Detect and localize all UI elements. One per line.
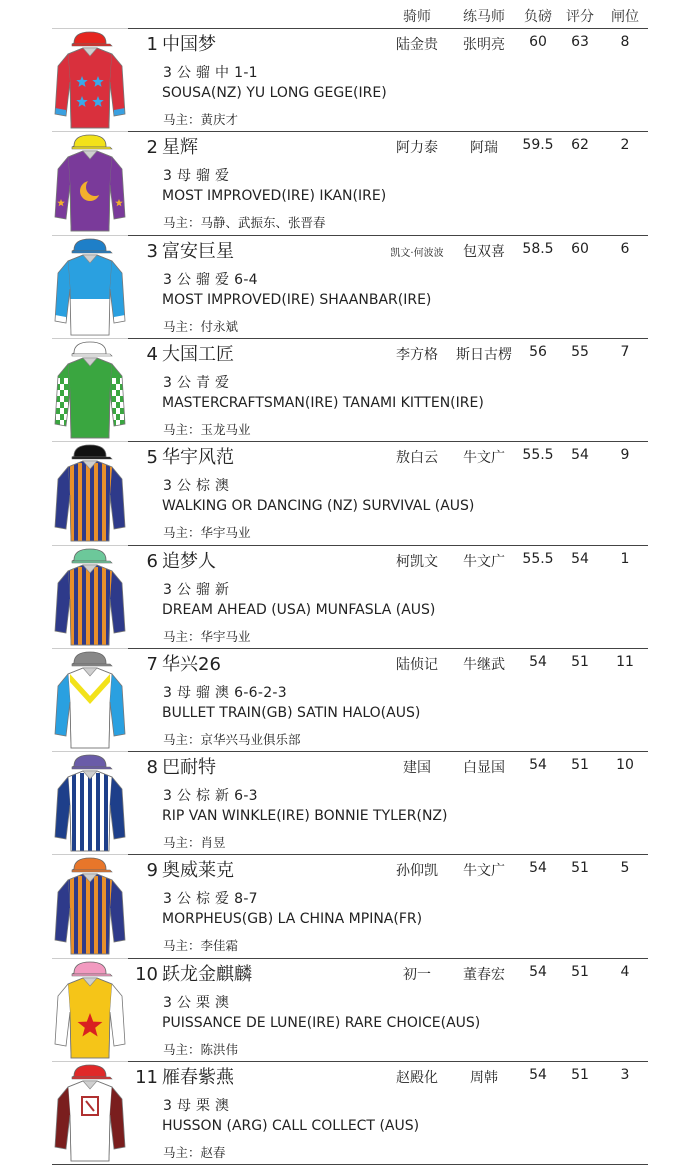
runner-row: [0, 854, 700, 957]
horse-number: 2: [146, 137, 158, 159]
row-divider-left: [52, 854, 128, 855]
rating-cell: 63: [571, 34, 589, 50]
horse-pedigree: MOST IMPROVED(IRE) SHAANBAR(IRE): [162, 291, 432, 308]
horse-pedigree: RIP VAN WINKLE(IRE) BONNIE TYLER(NZ): [162, 808, 448, 825]
horse-pedigree: MORPHEUS(GB) LA CHINA MPINA(FR): [162, 911, 423, 928]
jockey-cell: 建国: [403, 760, 431, 777]
draw-cell: 9: [620, 447, 630, 464]
horse-pedigree: BULLET TRAIN(GB) SATIN HALO(AUS): [162, 704, 421, 721]
row-divider-left: [52, 131, 128, 132]
header-trainer: 练马师: [463, 9, 505, 25]
horse-pedigree: PUISSANCE DE LUNE(IRE) RARE CHOICE(AUS): [162, 1014, 481, 1031]
row-divider: [128, 958, 648, 959]
horse-number: 7: [146, 653, 158, 675]
weight-cell: 55.5: [522, 447, 554, 464]
horse-info: 3 公 棕 澳: [163, 478, 230, 495]
draw-cell: 8: [620, 34, 630, 50]
row-divider: [128, 441, 648, 442]
horse-owner: 马主：马静、武振东、张晋春: [163, 215, 326, 231]
rating-cell: 51: [571, 653, 589, 670]
trainer-cell: 董春宏: [463, 966, 505, 983]
horse-name-text: 奥威莱克: [162, 860, 234, 882]
header-jockey: 骑师: [403, 9, 431, 25]
jockey-cell: 凯文·何波波: [390, 247, 444, 259]
table-bottom-rule: [52, 1164, 648, 1165]
row-divider: [128, 131, 648, 132]
jockey-silks-icon: [50, 237, 130, 337]
horse-owner: 马主：陈洪伟: [163, 1041, 239, 1057]
draw-cell: 7: [620, 343, 630, 360]
weight-cell: 54: [529, 860, 547, 877]
horse-pedigree: SOUSA(NZ) YU LONG GEGE(IRE): [162, 85, 387, 101]
horse-info: 3 公 骝 中 1-1: [163, 65, 258, 81]
horse-info: 3 母 骝 爱: [163, 168, 230, 185]
jockey-cell: 孙仰凯: [396, 863, 438, 880]
jockey-cell: 柯凯文: [396, 553, 438, 570]
horse-name-text: 跃龙金麒麟: [162, 963, 252, 985]
jockey-silks-icon: [50, 340, 130, 440]
horse-info: 3 公 棕 爱 8-7: [163, 891, 258, 908]
jockey-silks-icon: [50, 960, 130, 1060]
horse-info: 3 公 骝 爱 6-4: [163, 271, 258, 288]
draw-cell: 10: [616, 757, 634, 774]
rating-cell: 51: [571, 1067, 589, 1083]
horse-name-text: 巴耐特: [162, 757, 216, 779]
trainer-cell: 斯日古楞: [456, 346, 512, 363]
horse-owner: 马主：李佳霜: [163, 938, 239, 954]
horse-name-text: 大国工匠: [162, 343, 234, 365]
trainer-cell: 牛文广: [463, 863, 505, 880]
table-header: [0, 0, 700, 28]
runner-row: [0, 1061, 700, 1164]
draw-cell: 3: [620, 1067, 630, 1083]
horse-owner: 马主：付永斌: [163, 318, 239, 334]
runner-row: [0, 28, 700, 131]
horse-pedigree: DREAM AHEAD (USA) MUNFASLA (AUS): [162, 601, 436, 618]
jockey-silks-icon: [50, 133, 130, 233]
row-divider-left: [52, 28, 128, 29]
trainer-cell: 阿瑞: [470, 140, 498, 157]
row-divider: [128, 648, 648, 649]
horse-name: [128, 753, 216, 779]
horse-number: 11: [135, 1067, 158, 1088]
jockey-cell: 陆金贵: [396, 37, 438, 53]
horse-name-text: 华兴26: [162, 653, 221, 675]
row-divider-left: [52, 751, 128, 752]
row-divider: [128, 751, 648, 752]
header-weight: 负磅: [524, 9, 552, 25]
row-divider-left: [52, 235, 128, 236]
jockey-cell: 陆侦记: [396, 656, 438, 673]
weight-cell: 55.5: [522, 550, 554, 567]
weight-cell: 59.5: [522, 137, 554, 154]
horse-name: [128, 237, 234, 263]
rating-cell: 55: [571, 343, 589, 360]
row-divider: [128, 1061, 648, 1062]
horse-info: 3 公 栗 澳: [163, 994, 230, 1011]
draw-cell: 11: [616, 653, 634, 670]
horse-name: [128, 650, 221, 676]
horse-number: 8: [146, 757, 158, 779]
row-divider: [128, 235, 648, 236]
horse-info: 3 母 骝 澳 6-6-2-3: [163, 684, 287, 701]
horse-name-text: 中国梦: [162, 34, 216, 55]
horse-owner: 马主：华宇马业: [163, 525, 251, 541]
header-rating: 评分: [566, 9, 594, 25]
runner-row: [0, 235, 700, 338]
horse-name-text: 富安巨星: [162, 240, 234, 262]
horse-name: [128, 856, 234, 882]
draw-cell: 5: [620, 860, 630, 877]
weight-cell: 56: [529, 343, 547, 360]
horse-name-text: 雁春紫燕: [162, 1067, 234, 1088]
header-draw: 闸位: [611, 9, 639, 25]
trainer-cell: 周韩: [470, 1070, 498, 1086]
draw-cell: 6: [620, 240, 630, 257]
horse-number: 5: [146, 447, 158, 469]
horse-name-text: 华宇风范: [162, 447, 234, 469]
weight-cell: 60: [529, 34, 547, 50]
horse-number: 4: [146, 343, 158, 365]
horse-owner: 马主：肖昱: [163, 835, 226, 851]
rating-cell: 51: [571, 757, 589, 774]
weight-cell: 54: [529, 757, 547, 774]
draw-cell: 1: [620, 550, 630, 567]
horse-name: [128, 133, 198, 159]
runner-row: [0, 338, 700, 441]
horse-name-text: 追梦人: [162, 550, 216, 572]
weight-cell: 54: [529, 963, 547, 980]
horse-name: [128, 30, 216, 56]
jockey-cell: 李方格: [396, 346, 438, 363]
horse-owner: 马主：华宇马业: [163, 628, 251, 644]
trainer-cell: 包双喜: [463, 243, 505, 260]
horse-pedigree: HUSSON (ARG) CALL COLLECT (AUS): [162, 1118, 420, 1134]
row-divider: [128, 338, 648, 339]
row-divider-left: [52, 441, 128, 442]
jockey-cell: 初一: [403, 966, 431, 983]
horse-number: 10: [135, 963, 158, 985]
horse-number: 3: [146, 240, 158, 262]
trainer-cell: 牛继武: [463, 656, 505, 673]
horse-owner: 马主：玉龙马业: [163, 421, 251, 437]
horse-owner: 马主：赵春: [163, 1145, 226, 1160]
rating-cell: 62: [571, 137, 589, 154]
runner-row: [0, 958, 700, 1061]
draw-cell: 4: [620, 963, 630, 980]
horse-info: 3 公 骝 新: [163, 581, 230, 598]
jockey-silks-icon: [50, 650, 130, 750]
jockey-silks-icon: [50, 443, 130, 543]
trainer-cell: 张明亮: [463, 37, 505, 53]
jockey-cell: 敖白云: [396, 450, 438, 467]
horse-name: [128, 340, 234, 366]
runner-row: [0, 131, 700, 234]
row-divider-left: [52, 648, 128, 649]
jockey-silks-icon: [50, 856, 130, 956]
horse-name: [128, 547, 216, 573]
row-divider-left: [52, 1061, 128, 1062]
runner-row: [0, 441, 700, 544]
jockey-silks-icon: [50, 30, 130, 130]
horse-number: 1: [146, 34, 158, 55]
weight-cell: 54: [529, 653, 547, 670]
row-divider: [128, 854, 648, 855]
jockey-silks-icon: [50, 1063, 130, 1163]
jockey-silks-icon: [50, 753, 130, 853]
horse-name: [128, 443, 234, 469]
rating-cell: 51: [571, 963, 589, 980]
horse-pedigree: WALKING OR DANCING (NZ) SURVIVAL (AUS): [162, 498, 475, 515]
horse-owner: 马主：黄庆才: [163, 112, 239, 127]
weight-cell: 54: [529, 1067, 547, 1083]
row-divider-left: [52, 545, 128, 546]
horse-pedigree: MOST IMPROVED(IRE) IKAN(IRE): [162, 188, 387, 205]
horse-info: 3 母 栗 澳: [163, 1098, 230, 1114]
horse-number: 9: [146, 860, 158, 882]
horse-name: [128, 960, 252, 986]
runner-row: [0, 648, 700, 751]
trainer-cell: 白显国: [463, 760, 505, 777]
trainer-cell: 牛文广: [463, 553, 505, 570]
horse-owner: 马主：京华兴马业俱乐部: [163, 731, 301, 747]
row-divider: [128, 28, 648, 29]
horse-name-text: 星辉: [162, 137, 198, 159]
horse-number: 6: [146, 550, 158, 572]
horse-name: [128, 1063, 234, 1089]
rating-cell: 54: [571, 447, 589, 464]
draw-cell: 2: [620, 137, 630, 154]
rating-cell: 51: [571, 860, 589, 877]
weight-cell: 58.5: [522, 240, 554, 257]
trainer-cell: 牛文广: [463, 450, 505, 467]
row-divider-left: [52, 338, 128, 339]
horse-info: 3 公 棕 新 6-3: [163, 788, 258, 805]
jockey-silks-icon: [50, 547, 130, 647]
horse-pedigree: MASTERCRAFTSMAN(IRE) TANAMI KITTEN(IRE): [162, 394, 484, 411]
runner-row: [0, 545, 700, 648]
rating-cell: 54: [571, 550, 589, 567]
horse-info: 3 公 青 爱: [163, 374, 230, 391]
rating-cell: 60: [571, 240, 589, 257]
row-divider: [128, 545, 648, 546]
jockey-cell: 赵殿化: [396, 1070, 438, 1086]
runner-row: [0, 751, 700, 854]
row-divider-left: [52, 958, 128, 959]
jockey-cell: 阿力泰: [396, 140, 438, 157]
